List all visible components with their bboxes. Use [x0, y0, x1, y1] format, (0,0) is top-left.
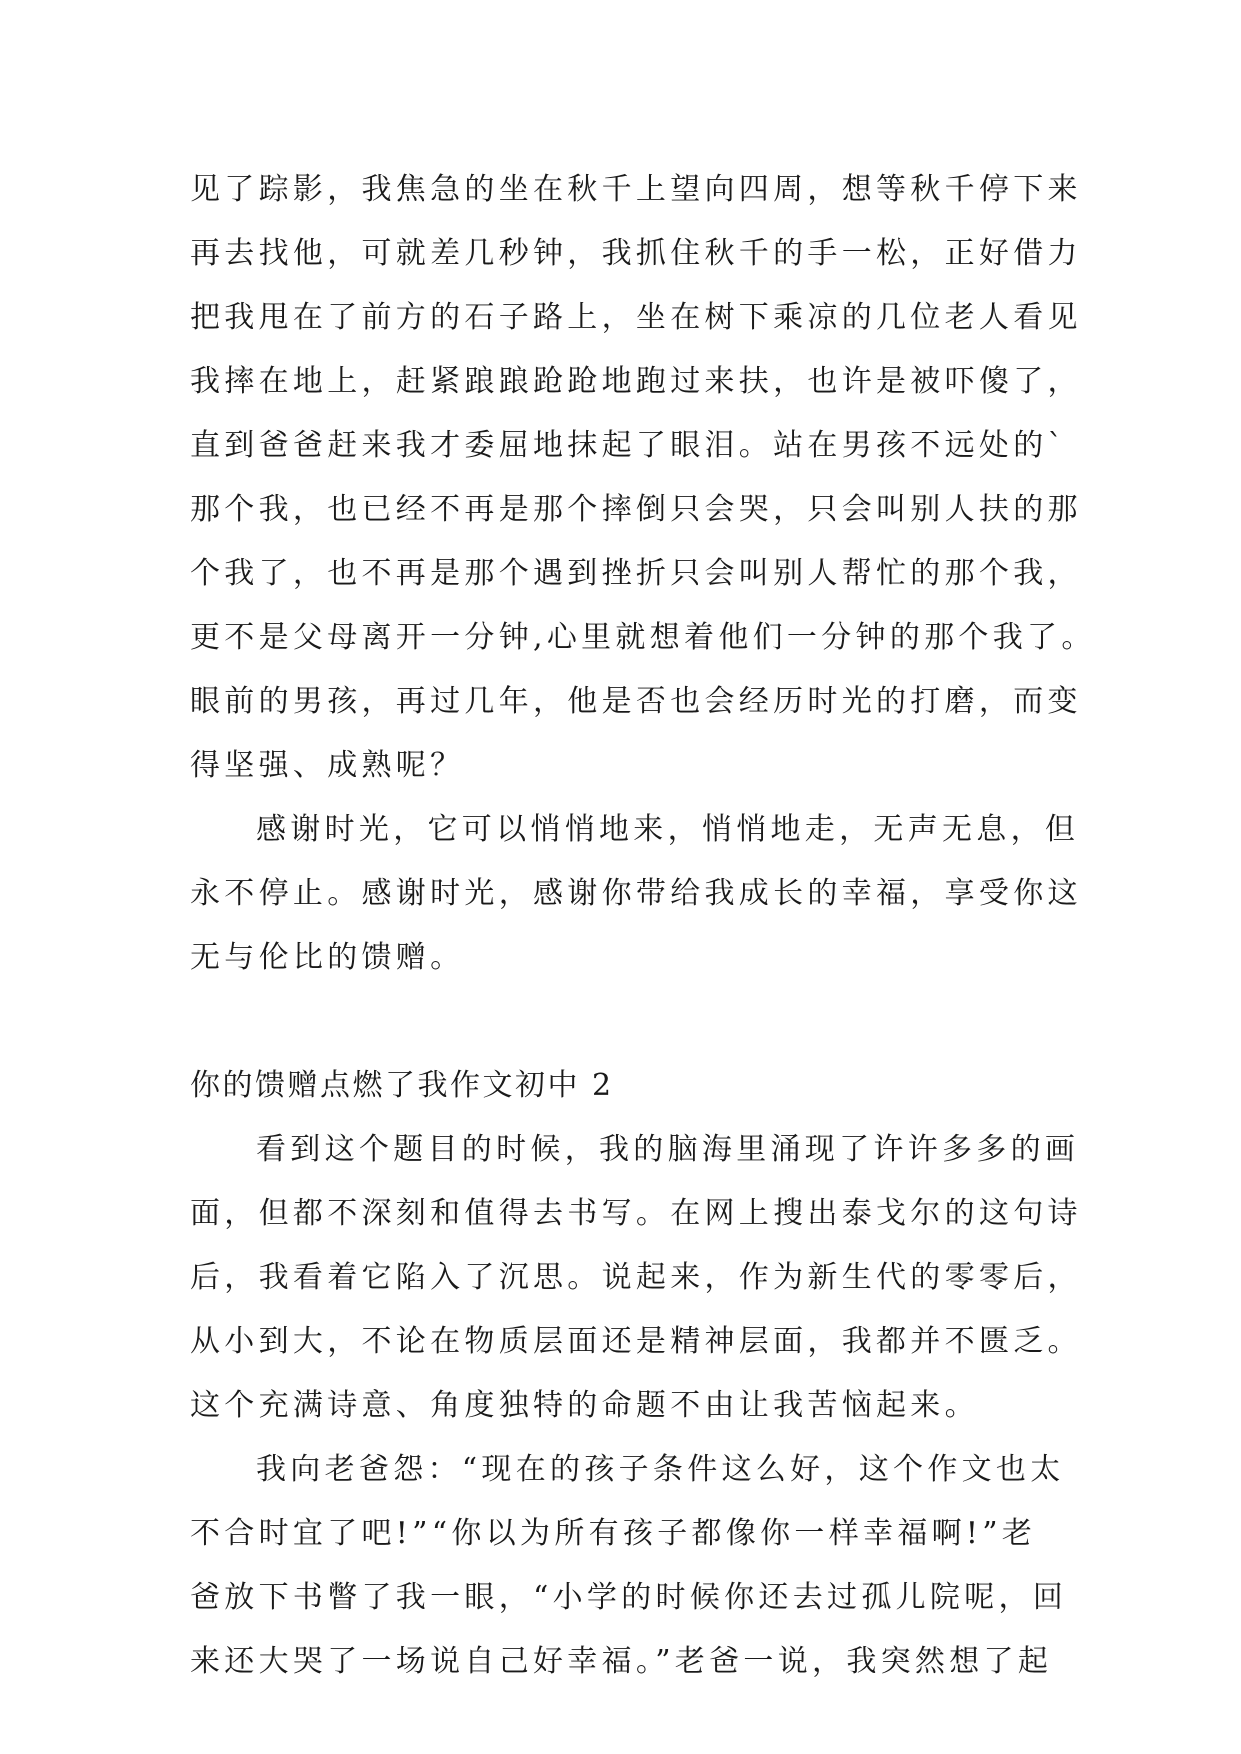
text-line: 我摔在地上，赶紧踉踉跄跄地跑过来扶，也许是被吓傻了， [190, 364, 1082, 399]
section-title: 你的馈赠点燃了我作文初中 2 [190, 1068, 614, 1103]
document-body [190, 158, 1096, 1694]
text-line: 后，我看着它陷入了沉思。说起来，作为新生代的零零后， [190, 1260, 1082, 1295]
paragraph-2 [190, 1438, 1070, 1694]
text-line: 得坚强、成熟呢？ [190, 748, 465, 783]
paragraph-continued [190, 158, 1096, 798]
text-line: 从小到大，不论在物质层面还是精神层面，我都并不匮乏。 [190, 1324, 1082, 1359]
text-line: 见了踪影，我焦急的坐在秋千上望向四周，想等秋千停下来 [190, 172, 1082, 207]
text-line: 直到爸爸赶来我才委屈地抹起了眼泪。站在男孩不远处的` [190, 428, 1067, 463]
text-line: 爸放下书瞥了我一眼，“小学的时候你还去过孤儿院呢，回 [190, 1580, 1068, 1615]
text-line: 我向老爸怨：“现在的孩子条件这么好，这个作文也太 [256, 1452, 1065, 1487]
paragraph-1 [190, 1118, 1082, 1438]
text-line: 再去找他，可就差几秒钟，我抓住秋千的手一松，正好借力 [190, 236, 1082, 271]
text-line: 个我了，也不再是那个遇到挫折只会叫别人帮忙的那个我， [190, 556, 1082, 591]
text-line: 永不停止。感谢时光，感谢你带给我成长的幸福，享受你这 [190, 876, 1082, 911]
text-line: 那个我，也已经不再是那个摔倒只会哭，只会叫别人扶的那 [190, 492, 1082, 527]
text-line: 感谢时光，它可以悄悄地来，悄悄地走，无声无息，但 [256, 812, 1080, 847]
text-line: 这个充满诗意、角度独特的命题不由让我苦恼起来。 [190, 1388, 979, 1423]
text-line: 更不是父母离开一分钟,心里就想着他们一分钟的那个我了。 [190, 620, 1096, 655]
text-line: 不合时宜了吧!”“你以为所有孩子都像你一样幸福啊!”老 [190, 1516, 1037, 1551]
text-line: 来还大哭了一场说自己好幸福。”老爸一说，我突然想了起 [190, 1644, 1053, 1679]
text-line: 面，但都不深刻和值得去书写。在网上搜出泰戈尔的这句诗 [190, 1196, 1082, 1231]
paragraph-closing [190, 798, 1082, 990]
text-line: 看到这个题目的时候，我的脑海里涌现了许许多多的画 [256, 1132, 1080, 1167]
section-gap [190, 990, 1070, 1054]
text-line: 把我甩在了前方的石子路上，坐在树下乘凉的几位老人看见 [190, 300, 1082, 335]
text-line: 无与伦比的馈赠。 [190, 940, 465, 975]
text-line: 眼前的男孩，再过几年，他是否也会经历时光的打磨，而变 [190, 684, 1082, 719]
